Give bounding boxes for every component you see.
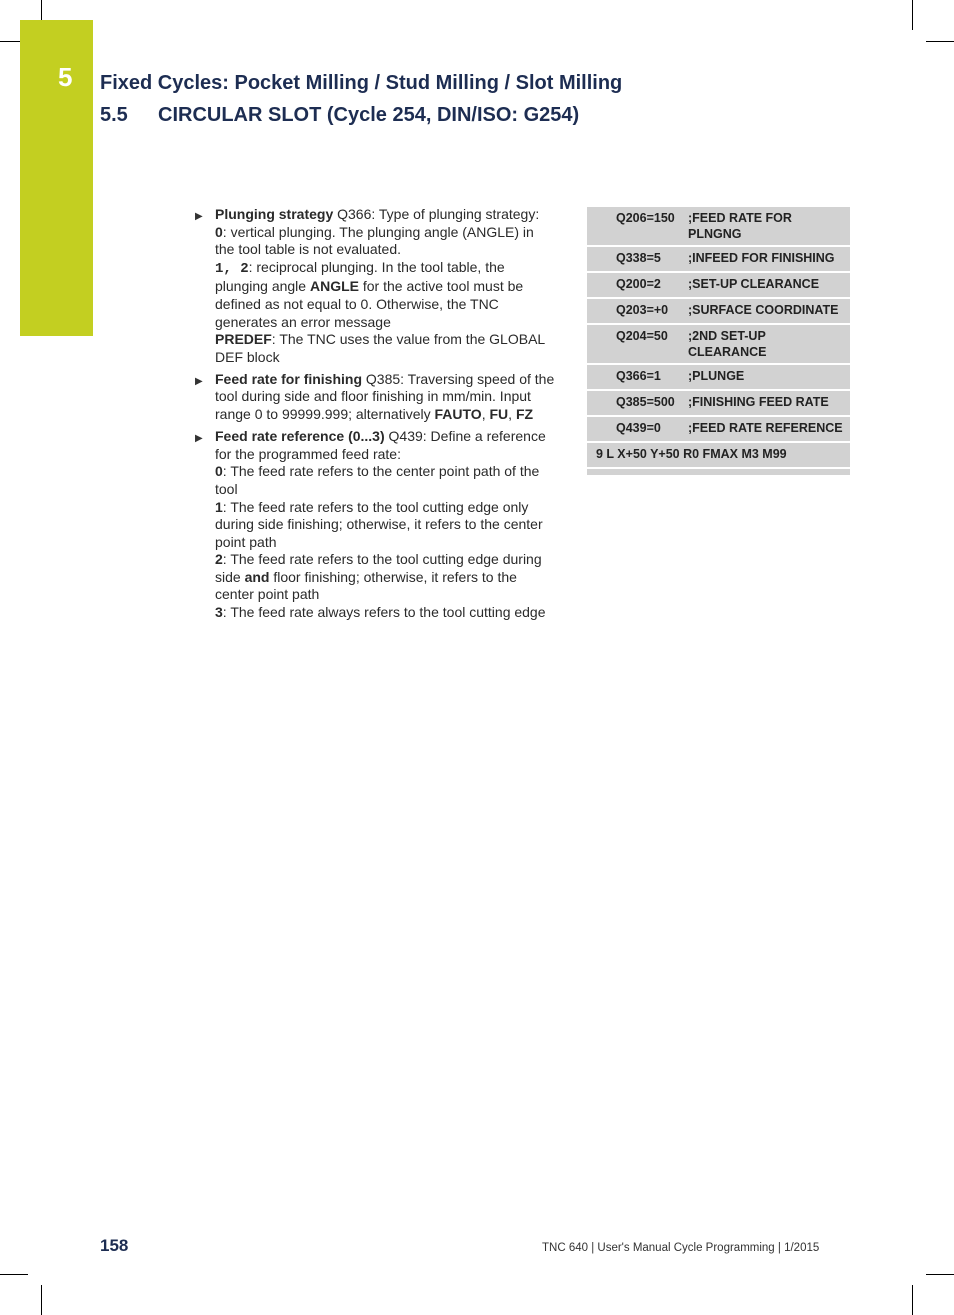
list-item bbox=[195, 371, 555, 424]
item-intro: Q366: Type of plunging strategy: bbox=[333, 206, 540, 222]
option-text: : The feed rate refers to the tool cutting edge during side bbox=[215, 551, 542, 585]
item-title: Feed rate reference (0...3) bbox=[215, 428, 385, 445]
code-row bbox=[587, 391, 850, 417]
code-row bbox=[587, 247, 850, 273]
code-row bbox=[587, 273, 850, 299]
item-intro: Q385: Traversing speed of the tool during side and floor finishing in mm/min. Input range 0 to 99999.999; alternatively bbox=[215, 370, 555, 423]
list-item bbox=[195, 206, 555, 366]
crop-mark bbox=[912, 0, 913, 30]
q-comment: ;FEED RATE REFERENCE bbox=[688, 421, 843, 435]
code-row bbox=[587, 299, 850, 325]
code-row bbox=[587, 207, 850, 247]
option-key: 0 bbox=[215, 463, 223, 480]
item-intro: Q439: Define a reference for the programmed feed rate: bbox=[215, 428, 546, 462]
item-title: Feed rate for finishing bbox=[215, 370, 363, 387]
footer-text: TNC 640 | User's Manual Cycle Programming | 1/2015 bbox=[542, 1242, 820, 1254]
crop-mark bbox=[0, 41, 22, 42]
q-comment: ;SURFACE COORDINATE bbox=[688, 303, 839, 317]
q-parameter: Q203=+0 bbox=[616, 303, 669, 317]
option-key: 1, 2 bbox=[215, 260, 249, 277]
option-text: floor finishing; otherwise, it refers to the center point path bbox=[215, 568, 517, 603]
fu-keyword: FU bbox=[489, 406, 509, 423]
crop-mark bbox=[912, 1285, 913, 1315]
option-text: : The feed rate refers to the center point path of the tool bbox=[215, 463, 540, 497]
bullet-arrow-icon: ▶ bbox=[195, 433, 203, 445]
chapter-tab bbox=[20, 20, 93, 336]
q-parameter: Q338=5 bbox=[616, 251, 661, 265]
crop-mark bbox=[41, 1285, 42, 1315]
option-key: 2 bbox=[215, 551, 223, 568]
section-title bbox=[100, 104, 579, 127]
option-text: for the active tool must be defined as not equal to 0. Otherwise, the TNC generates an error message bbox=[215, 278, 524, 330]
fauto-keyword: FAUTO bbox=[434, 406, 482, 423]
bullet-arrow-icon: ▶ bbox=[195, 375, 203, 387]
option-text: : vertical plunging. The plunging angle (ANGLE) in the tool table is not evaluated. bbox=[215, 223, 534, 258]
fz-keyword: FZ bbox=[515, 406, 534, 423]
q-parameter: Q366=1 bbox=[616, 369, 661, 383]
and-keyword: and bbox=[244, 568, 270, 585]
q-parameter: Q206=150 bbox=[616, 211, 675, 225]
q-comment: ;INFEED FOR FINISHING bbox=[688, 251, 835, 265]
option-text: : The feed rate always refers to the tool cutting edge bbox=[222, 604, 546, 621]
page-number: 158 bbox=[100, 1236, 129, 1255]
q-comment: ;2ND SET-UP CLEARANCE bbox=[688, 329, 767, 359]
q-parameter: Q385=500 bbox=[616, 395, 675, 409]
option-key: 1 bbox=[215, 498, 223, 515]
q-parameter: Q439=0 bbox=[616, 421, 661, 435]
crop-mark bbox=[0, 1274, 28, 1275]
crop-mark bbox=[926, 1274, 954, 1275]
option-text: : The feed rate refers to the tool cutting edge only during side finishing; otherwise, it refers to the center point path bbox=[215, 498, 543, 550]
crop-mark bbox=[41, 0, 42, 20]
q-parameter: Q204=50 bbox=[616, 329, 668, 343]
code-row bbox=[587, 325, 850, 365]
item-title: Plunging strategy bbox=[215, 206, 334, 222]
section-number: 5.5 bbox=[100, 104, 128, 126]
code-line: 9 L X+50 Y+50 R0 FMAX M3 M99 bbox=[596, 447, 787, 461]
separator: , bbox=[481, 406, 490, 423]
q-comment: ;SET-UP CLEARANCE bbox=[688, 277, 820, 291]
q-parameter: Q200=2 bbox=[616, 277, 661, 291]
q-comment: ;PLUNGE bbox=[688, 369, 745, 383]
list-item bbox=[195, 428, 555, 622]
code-row bbox=[587, 417, 850, 443]
code-row-empty bbox=[587, 469, 850, 477]
separator: , bbox=[508, 406, 516, 423]
q-comment: ;FINISHING FEED RATE bbox=[688, 395, 829, 409]
bullet-arrow-icon: ▶ bbox=[195, 211, 203, 222]
option-text: : The TNC uses the value from the GLOBAL DEF block bbox=[215, 331, 545, 365]
chapter-title: Fixed Cycles: Pocket Milling / Stud Milling / Slot Milling bbox=[100, 72, 623, 94]
angle-keyword: ANGLE bbox=[309, 278, 359, 295]
option-key: 0 bbox=[215, 223, 223, 240]
crop-mark bbox=[926, 41, 954, 42]
chapter-number: 5 bbox=[58, 62, 73, 92]
q-comment: ;FEED RATE FOR PLNGNG bbox=[688, 211, 792, 241]
section-title-text: CIRCULAR SLOT (Cycle 254, DIN/ISO: G254) bbox=[158, 104, 580, 126]
parameter-list bbox=[195, 206, 555, 626]
option-key: 3 bbox=[215, 604, 223, 621]
nc-program-block bbox=[587, 207, 850, 477]
code-row bbox=[587, 443, 850, 469]
option-text: : reciprocal plunging. In the tool table, the plunging angle bbox=[215, 258, 505, 295]
option-key: PREDEF bbox=[215, 331, 272, 348]
code-row bbox=[587, 365, 850, 391]
